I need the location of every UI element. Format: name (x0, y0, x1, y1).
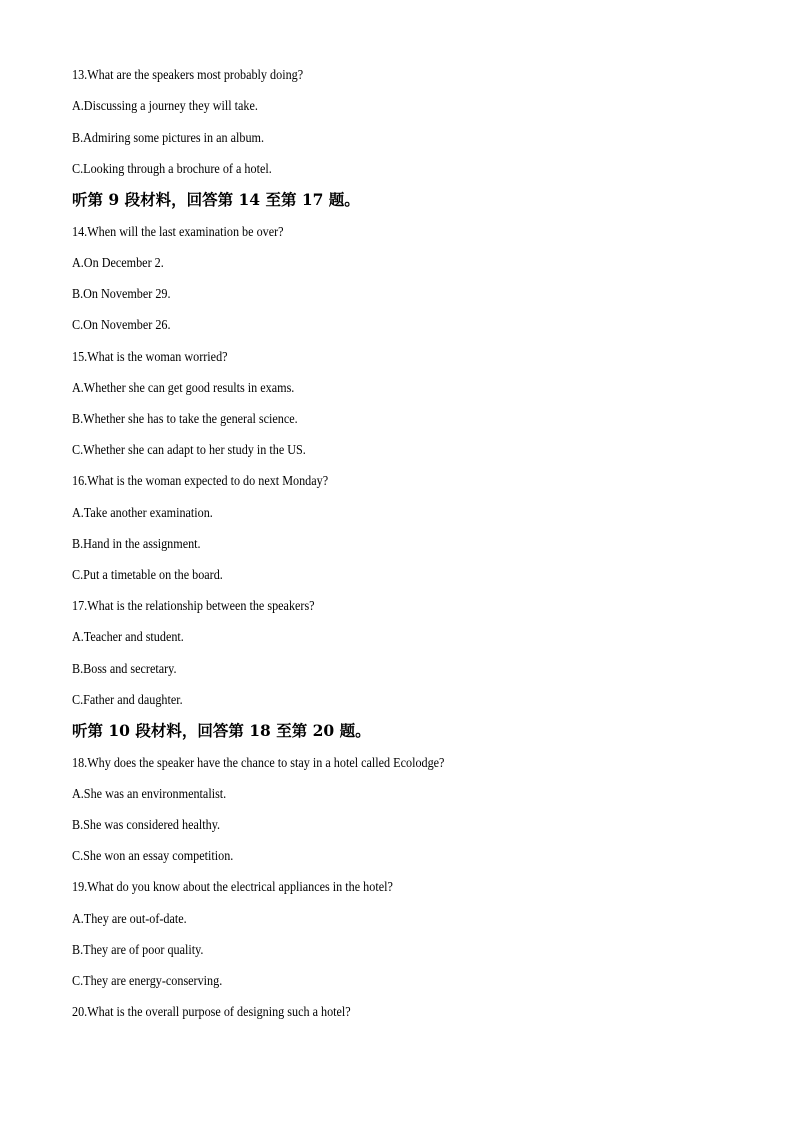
option-14-b: B.On November 29. (72, 286, 171, 301)
option-18-a: A.She was an environmentalist. (72, 786, 227, 801)
question-18: 18.Why does the speaker have the chance to stay in a hotel called Ecolodge? (72, 755, 445, 770)
question-20: 20.What is the overall purpose of designing such a hotel? (72, 1004, 351, 1019)
option-17-b: B.Boss and secretary. (72, 661, 177, 676)
option-19-a: A.They are out-of-date. (72, 911, 187, 926)
option-19-b: B.They are of poor quality. (72, 942, 204, 957)
option-14-a: A.On December 2. (72, 255, 164, 270)
section-heading-10: 听第 10 段材料，回答第 18 至第 20 题。 (72, 721, 371, 740)
option-17-c: C.Father and daughter. (72, 692, 183, 707)
question-16: 16.What is the woman expected to do next Monday? (72, 473, 329, 488)
option-18-b: B.She was considered healthy. (72, 817, 221, 832)
option-13-b: B.Admiring some pictures in an album. (72, 130, 265, 145)
option-15-b: B.Whether she has to take the general science. (72, 411, 298, 426)
question-13: 13.What are the speakers most probably doing? (72, 67, 304, 82)
question-14: 14.When will the last examination be over? (72, 224, 284, 239)
option-16-b: B.Hand in the assignment. (72, 536, 201, 551)
option-13-c: C.Looking through a brochure of a hotel. (72, 161, 272, 176)
question-19: 19.What do you know about the electrical appliances in the hotel? (72, 879, 393, 894)
option-19-c: C.They are energy-conserving. (72, 973, 223, 988)
option-14-c: C.On November 26. (72, 317, 171, 332)
option-15-c: C.Whether she can adapt to her study in the US. (72, 442, 306, 457)
option-18-c: C.She won an essay competition. (72, 848, 234, 863)
section-heading-9: 听第 9 段材料，回答第 14 至第 17 题。 (72, 190, 360, 209)
option-16-a: A.Take another examination. (72, 505, 213, 520)
option-15-a: A.Whether she can get good results in exams. (72, 380, 295, 395)
question-15: 15.What is the woman worried? (72, 349, 228, 364)
question-17: 17.What is the relationship between the speakers? (72, 598, 315, 613)
option-17-a: A.Teacher and student. (72, 629, 184, 644)
option-16-c: C.Put a timetable on the board. (72, 567, 223, 582)
option-13-a: A.Discussing a journey they will take. (72, 98, 258, 113)
